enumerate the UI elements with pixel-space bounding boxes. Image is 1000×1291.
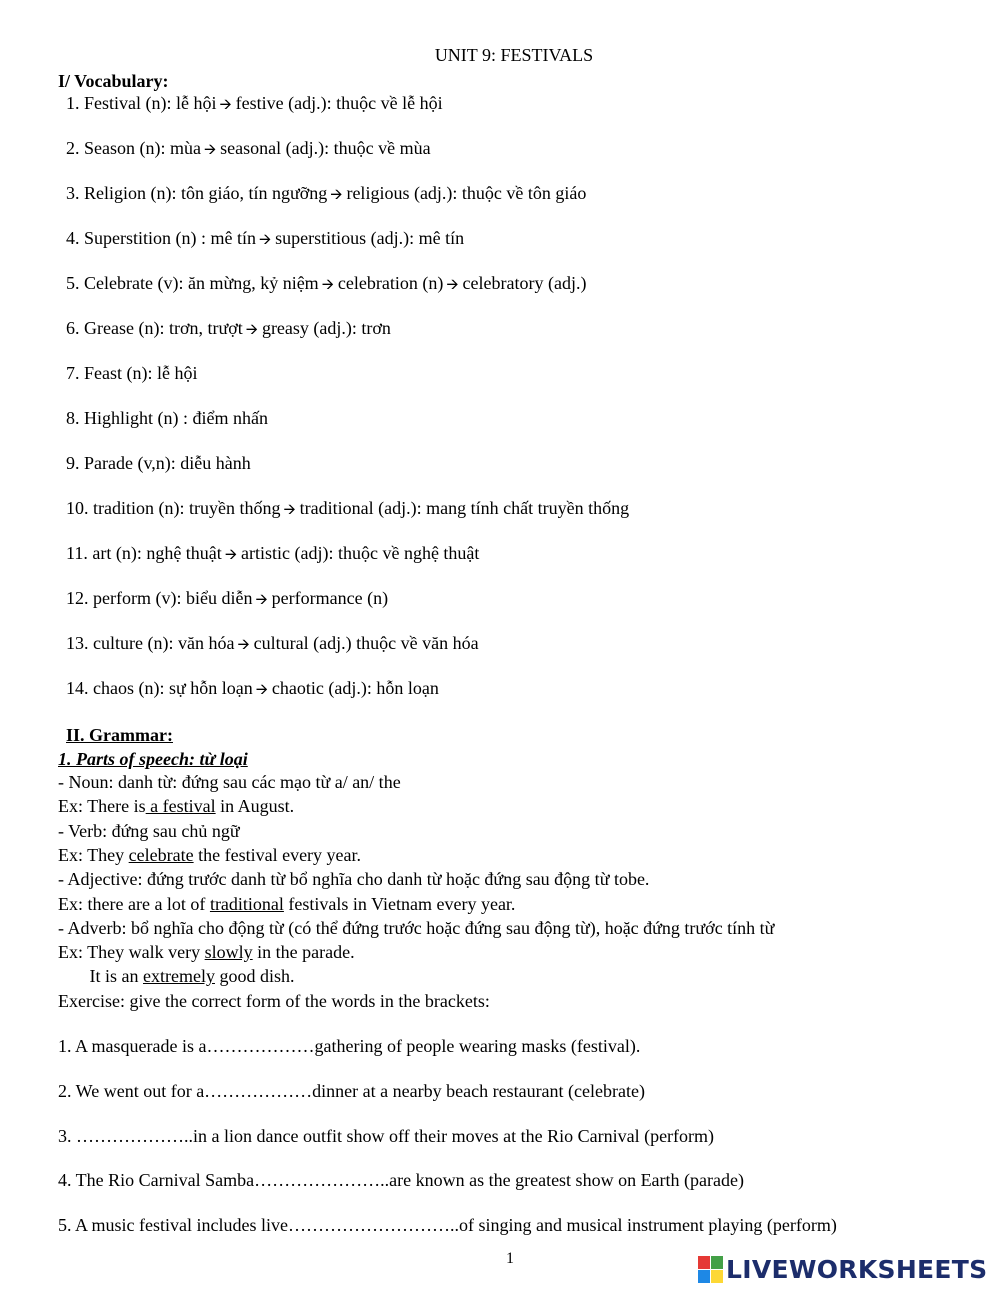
vocab-text: Celebrate (v): ăn mừng, kỷ niệm xyxy=(84,273,319,293)
right-arrow-icon: 🡪 xyxy=(245,320,258,338)
right-arrow-icon: 🡪 xyxy=(255,590,268,608)
vocab-text: superstitious (adj.): mê tín xyxy=(275,228,465,248)
grammar-line xyxy=(58,893,515,915)
logo-cube xyxy=(698,1270,710,1283)
grammar-text: It is an xyxy=(58,966,143,986)
vocab-number: 3. xyxy=(66,183,80,203)
grammar-text-after: in August. xyxy=(215,796,295,816)
example-keyword: slowly xyxy=(204,942,253,962)
vocab-text: perform (v): biểu diễn xyxy=(93,588,253,608)
grammar-line xyxy=(58,868,649,890)
vocab-text: cultural (adj.) thuộc về văn hóa xyxy=(253,633,479,653)
right-arrow-icon: 🡪 xyxy=(446,275,459,293)
grammar-heading: II. Grammar: xyxy=(66,725,173,745)
example-keyword: traditional xyxy=(209,894,284,914)
vocab-text: art (n): nghệ thuật xyxy=(92,543,222,563)
vocab-text: artistic (adj): thuộc về nghệ thuật xyxy=(241,543,480,563)
vocab-text: festive (adj.): thuộc về lễ hội xyxy=(235,93,443,113)
logo-cube xyxy=(711,1256,723,1269)
vocab-item xyxy=(66,92,443,115)
vocab-text: Highlight (n) : điểm nhấn xyxy=(84,408,268,428)
vocab-number: 6. xyxy=(66,318,80,338)
right-arrow-icon: 🡪 xyxy=(255,680,268,698)
vocab-item xyxy=(66,182,586,205)
parts-of-speech-heading: 1. Parts of speech: từ loại xyxy=(58,749,248,769)
vocab-text: Feast (n): lễ hội xyxy=(84,363,198,383)
right-arrow-icon: 🡪 xyxy=(219,95,232,113)
vocab-text: Grease (n): trơn, trượt xyxy=(84,318,243,338)
grammar-text: Exercise: give the correct form of the words in the brackets: xyxy=(58,991,490,1011)
vocab-text: Superstition (n) : mê tín xyxy=(84,228,256,248)
grammar-line xyxy=(58,771,401,793)
right-arrow-icon: 🡪 xyxy=(258,230,272,248)
vocab-item xyxy=(66,362,197,384)
right-arrow-icon: 🡪 xyxy=(321,275,334,293)
grammar-text: Ex: there are a lot of xyxy=(58,894,210,914)
grammar-text-after: festivals in Vietnam every year. xyxy=(283,894,516,914)
liveworksheets-logo xyxy=(698,1252,987,1286)
grammar-text: - Verb: đứng sau chủ ngữ xyxy=(58,821,240,841)
vocab-number: 12. xyxy=(66,588,89,608)
grammar-line xyxy=(58,820,240,842)
page-number: 1 xyxy=(506,1250,514,1267)
vocab-number: 9. xyxy=(66,453,80,473)
right-arrow-icon: 🡪 xyxy=(330,185,343,203)
vocabulary-heading: I/ Vocabulary: xyxy=(58,71,169,91)
vocab-text: chaos (n): sự hỗn loạn xyxy=(93,678,253,698)
vocab-number: 11. xyxy=(66,543,88,563)
vocab-text: celebration (n) xyxy=(337,273,444,293)
brand-name: LIVEWORKSHEETS xyxy=(726,1254,988,1284)
vocab-text: culture (n): văn hóa xyxy=(93,633,235,653)
vocab-text: Religion (n): tôn giáo, tín ngưỡng xyxy=(84,183,328,203)
exercise-item: 4. The Rio Carnival Samba…………………..are known as the greatest show on Earth (parade) xyxy=(58,1170,744,1190)
example-keyword: extremely xyxy=(143,966,215,986)
logo-cube xyxy=(711,1270,723,1283)
right-arrow-icon: 🡪 xyxy=(203,140,217,158)
vocab-text: tradition (n): truyền thống xyxy=(93,498,281,518)
vocab-item xyxy=(66,407,268,429)
exercise-item: 1. A masquerade is a………………gathering of people wearing masks (festival). xyxy=(58,1036,641,1056)
grammar-text: - Adverb: bổ nghĩa cho động từ (có thể đứng trước hoặc đứng sau động từ), hoặc đứng trước tính từ xyxy=(58,918,775,938)
grammar-text-after: good dish. xyxy=(214,966,295,986)
grammar-line xyxy=(58,941,355,963)
example-keyword: celebrate xyxy=(128,845,194,865)
vocab-number: 14. xyxy=(66,678,89,698)
vocab-number: 8. xyxy=(66,408,80,428)
exercise-item: 3. ………………..in a lion dance outfit show off their moves at the Rio Carnival (perform) xyxy=(58,1126,715,1146)
grammar-line xyxy=(58,965,294,987)
grammar-text: - Adjective: đứng trước danh từ bổ nghĩa cho danh từ hoặc đứng sau động từ tobe. xyxy=(58,869,650,889)
vocab-item xyxy=(66,317,391,340)
logo-cubes-icon xyxy=(698,1256,722,1282)
page-title: UNIT 9: FESTIVALS xyxy=(434,45,594,65)
right-arrow-icon: 🡪 xyxy=(283,500,296,518)
right-arrow-icon: 🡪 xyxy=(224,545,237,563)
vocab-text: Parade (v,n): diễu hành xyxy=(84,453,251,473)
vocab-item xyxy=(66,227,464,250)
vocab-item xyxy=(66,137,431,160)
example-keyword: a festival xyxy=(145,796,216,816)
grammar-text: - Noun: danh từ: đứng sau các mạo từ a/ an/ the xyxy=(58,772,401,792)
vocab-text: greasy (adj.): trơn xyxy=(261,318,391,338)
vocab-number: 2. xyxy=(66,138,80,158)
vocab-text: chaotic (adj.): hỗn loạn xyxy=(271,678,439,698)
logo-cube xyxy=(698,1256,710,1269)
grammar-text-after: in the parade. xyxy=(252,942,355,962)
vocab-item xyxy=(66,497,629,520)
vocab-text: Season (n): mùa xyxy=(84,138,201,158)
grammar-line xyxy=(58,844,361,866)
grammar-text: Ex: There is xyxy=(58,796,146,816)
grammar-line xyxy=(58,990,490,1012)
vocab-text: Festival (n): lễ hội xyxy=(84,93,217,113)
grammar-line xyxy=(58,917,774,939)
vocab-item xyxy=(66,677,439,700)
vocab-text: traditional (adj.): mang tính chất truyền thống xyxy=(299,498,630,518)
grammar-text-after: the festival every year. xyxy=(193,845,362,865)
right-arrow-icon: 🡪 xyxy=(237,635,250,653)
vocab-number: 10. xyxy=(66,498,89,518)
exercise-item: 2. We went out for a………………dinner at a nearby beach restaurant (celebrate) xyxy=(58,1081,645,1101)
vocab-item xyxy=(66,452,251,474)
vocab-number: 5. xyxy=(66,273,80,293)
grammar-line xyxy=(58,795,294,817)
vocab-item xyxy=(66,587,388,610)
vocab-text: religious (adj.): thuộc về tôn giáo xyxy=(346,183,587,203)
vocab-text: seasonal (adj.): thuộc về mùa xyxy=(220,138,431,158)
vocab-text: celebratory (adj.) xyxy=(462,273,587,293)
grammar-text: Ex: They walk very xyxy=(58,942,205,962)
exercise-item: 5. A music festival includes live………………………..of singing and musical instrument playing (perform) xyxy=(58,1215,837,1235)
vocab-number: 7. xyxy=(66,363,80,383)
vocab-number: 4. xyxy=(66,228,80,248)
vocab-item xyxy=(66,632,479,655)
grammar-text: Ex: They xyxy=(58,845,129,865)
vocab-number: 13. xyxy=(66,633,89,653)
vocab-item xyxy=(66,272,586,295)
vocab-item xyxy=(66,542,479,565)
vocab-number: 1. xyxy=(66,93,80,113)
vocab-text: performance (n) xyxy=(271,588,389,608)
